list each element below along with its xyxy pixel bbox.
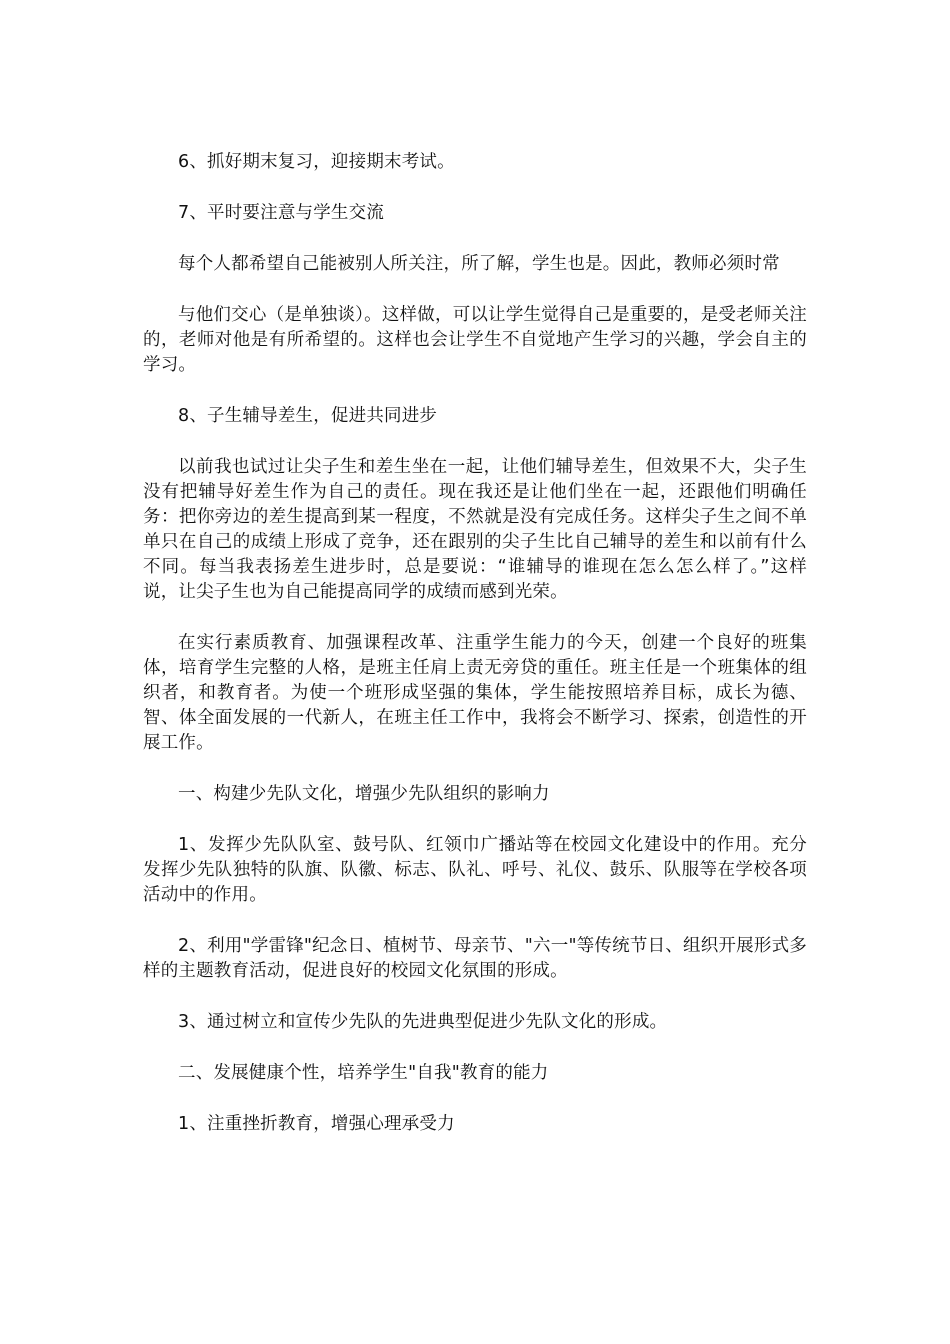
paragraph-subheading: 1、注重挫折教育，增强心理承受力 <box>178 1114 455 1134</box>
paragraph-body: 2、利用"学雷锋"纪念日、植树节、母亲节、"六一"等传统节日、组织开展形式多样的主题教育活动，促进良好的校园文化氛围的形成。 <box>143 936 807 981</box>
paragraph-item-8-heading: 8、子生辅导差生，促进共同进步 <box>178 406 438 426</box>
paragraph-item-6: 6、抓好期末复习，迎接期末考试。 <box>178 152 455 172</box>
section-heading-2: 二、发展健康个性，培养学生"自我"教育的能力 <box>178 1063 549 1083</box>
paragraph-body: 每个人都希望自己能被别人所关注，所了解，学生也是。因此，教师必须时常 <box>178 254 780 274</box>
paragraph-body: 3、通过树立和宣传少先队的先进典型促进少先队文化的形成。 <box>178 1012 668 1032</box>
paragraph-body: 以前我也试过让尖子生和差生坐在一起，让他们辅导差生，但效果不大，尖子生没有把辅导好差生作为自己的责任。现在我还是让他们坐在一起，还跟他们明确任务：把你旁边的差生提高到某一程度，不然就是没有完成任务。这样尖子生之间不单单只在自己的成绩上形成了竞争，还在跟别的尖子生比自己辅导的差生和以前有什么不同。每当我表扬差生进步时，总是要说：“谁辅导的谁现在怎么怎么样了。”这样说，让尖子生也为自己能提高同学的成绩而感到光荣。 <box>143 457 807 602</box>
paragraph-item-7-heading: 7、平时要注意与学生交流 <box>178 203 385 223</box>
paragraph-body: 与他们交心（是单独谈）。这样做，可以让学生觉得自己是重要的，是受老师关注的，老师对他是有所希望的。这样也会让学生不自觉地产生学习的兴趣，学会自主的学习。 <box>143 305 807 375</box>
paragraph-body: 在实行素质教育、加强课程改革、注重学生能力的今天，创建一个良好的班集体，培育学生完整的人格，是班主任肩上责无旁贷的重任。班主任是一个班集体的组织者，和教育者。为使一个班形成坚强的集体，学生能按照培养目标，成长为德、智、体全面发展的一代新人，在班主任工作中，我将会不断学习、探索，创造性的开展工作。 <box>143 633 807 753</box>
section-heading-1: 一、构建少先队文化，增强少先队组织的影响力 <box>178 784 550 804</box>
paragraph-body: 1、发挥少先队队室、鼓号队、红领巾广播站等在校园文化建设中的作用。充分发挥少先队独特的队旗、队徽、标志、队礼、呼号、礼仪、鼓乐、队服等在学校各项活动中的作用。 <box>143 835 807 905</box>
document-page <box>143 150 807 1163</box>
